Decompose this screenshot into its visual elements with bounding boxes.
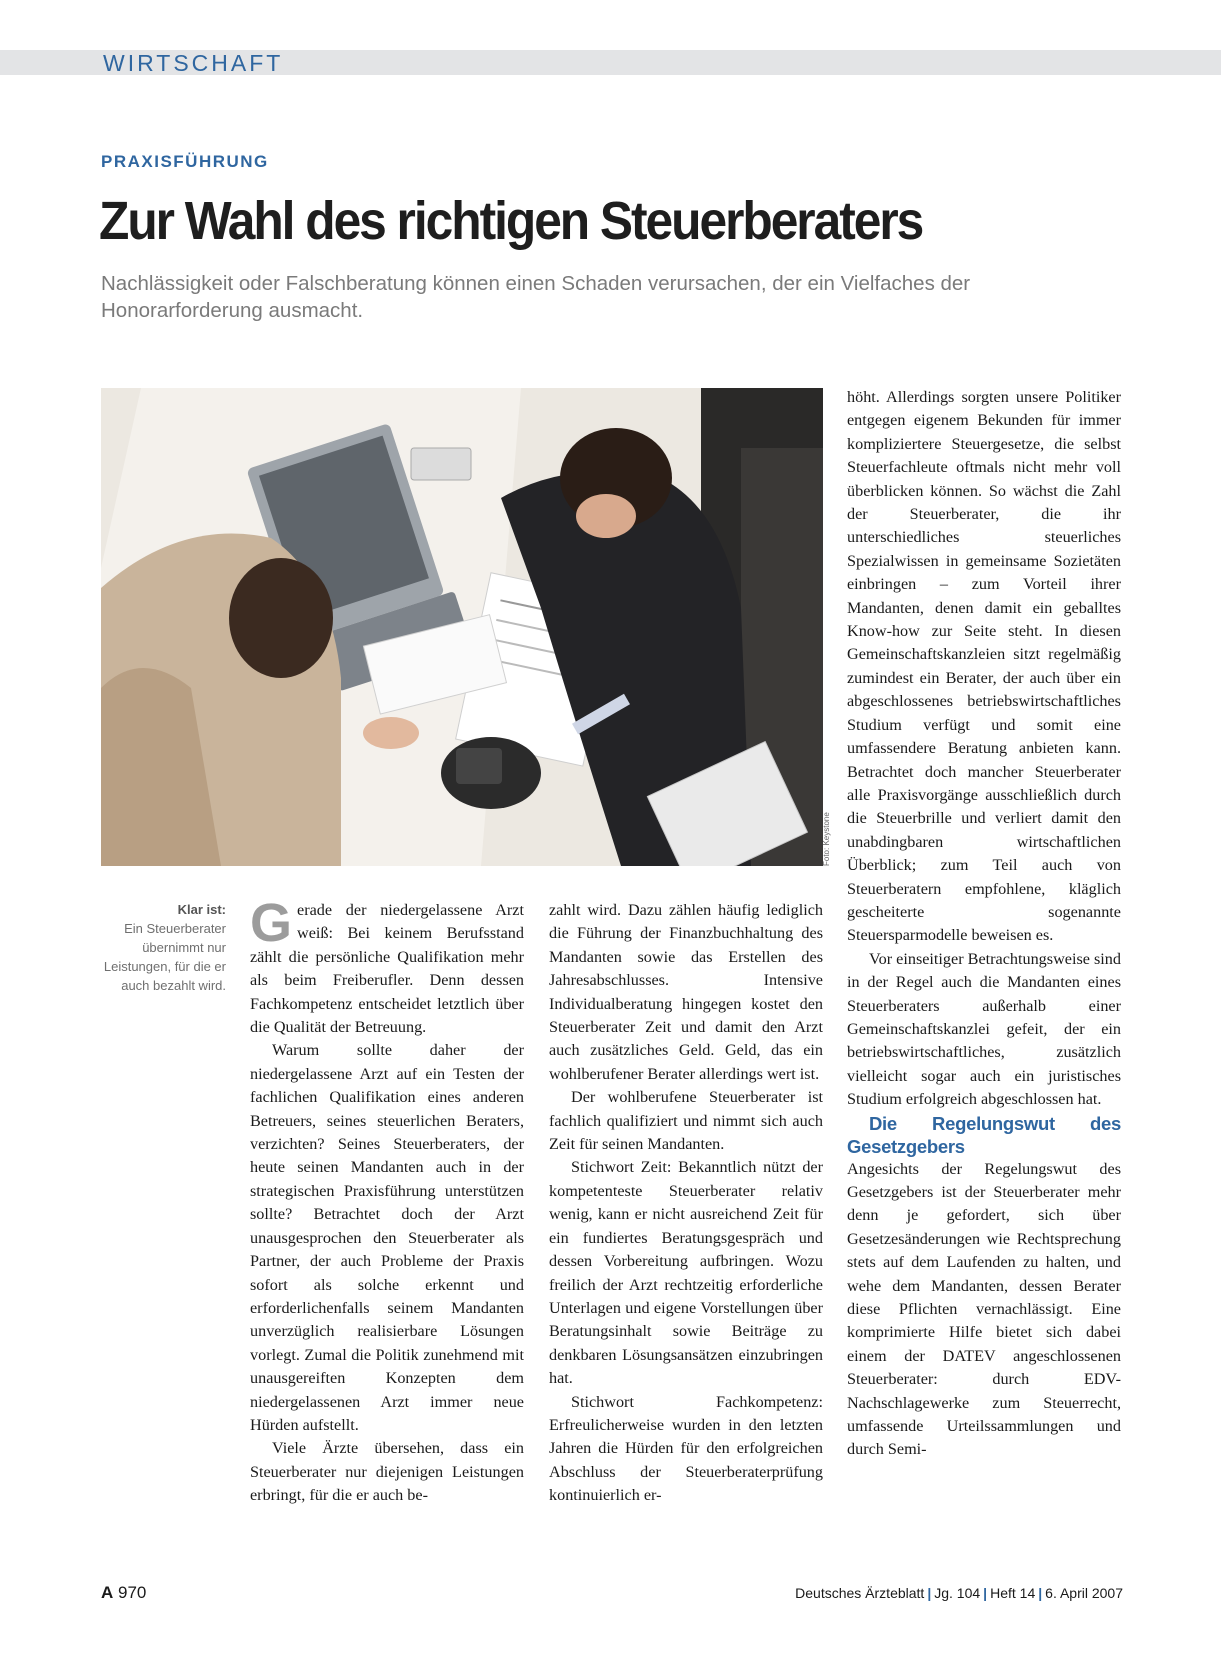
- separator: |: [927, 1585, 932, 1601]
- paragraph: höht. Allerdings sorgten unsere Politiker entgegen eigenem Bekunden für immer kompliziertere Steuergesetze, die selbst Steuerfachleute oftmals nicht mehr voll überblicken können. So wächst die Zahl der Steuerberater, die ihr unterschiedliches steuerliches Spezialwissen in gemeinsame Sozietäten einbringen – zum Vorteil ihrer Mandanten, denen damit ein geballtes Know-how zur Seite steht. In diesen Gemeinschaftskanzleien sitzt regelmäßig zumindest ein Berater, der auch über ein abgeschlossenes betriebswirtschaftliches Studium verfügt und somit eine umfassendere Beratung anbieten kann. Betrachtet doch mancher Steuerberater alle Praxisvorgänge ausschließlich durch die Steuerbrille und verliert damit den unabdingbaren wirtschaftlichen Überblick; zum Teil auch von Steuerberatern empfohlene, kläglich gescheiterte sogenannte Steuersparmodelle beweisen es.: [847, 388, 1121, 945]
- journal-issue: Heft 14: [990, 1585, 1036, 1601]
- journal-name: Deutsches Ärzteblatt: [795, 1585, 925, 1601]
- separator: |: [983, 1585, 988, 1601]
- sidebar-text: Ein Steuerberater übernimmt nur Leistungen, für die er auch bezahlt wird.: [103, 921, 226, 993]
- paragraph: [250, 893, 524, 1039]
- subhead: Nachlässigkeit oder Falschberatung können einen Schaden verursachen, der ein Vielfaches der Honorarforderung ausmacht.: [101, 272, 971, 322]
- paragraph: Angesichts der Regelungswut des Gesetzgebers ist der Steuerberater mehr denn je gefordert, sich über Gesetzesänderungen wie Rechtsprechung stets auf dem Laufenden zu halten, und wehe dem Mandanten, dessen Berater diese Pflichten vernachlässigt. Eine komprimierte Hilfe bietet sich dabei einem der DATEV angeschlossenen Steuerberater: durch EDV-Nachschlagewerke zum Steuerrecht, umfassende Urteilssammlungen und durch Semi-: [847, 1159, 1121, 1459]
- paragraph-text: erade der niedergelassene Arzt weiß: Bei keinem Berufsstand zählt die persönliche Qualifikation mehr als beim Freiberufler. Denn dessen Fachkompetenz entscheidet letztlich über die Qualität der Betreuung.: [250, 901, 524, 1037]
- article-column-1: [250, 893, 524, 1508]
- journal-volume: Jg. 104: [934, 1585, 981, 1601]
- paragraph: zahlt wird. Dazu zählen häufig lediglich die Führung der Finanzbuchhaltung des Mandanten sowie das Erstellen des Jahresabschlusses. Intensive Individualberatung hingegen kostet den Steuerberater Zeit und damit den Arzt auch zusätzliches Geld. Geld, das ein wohlberufener Berater allerdings wert ist.: [549, 901, 823, 1083]
- sidebar-title: Klar ist:: [177, 902, 226, 917]
- office-meeting-photo: [101, 388, 823, 866]
- paragraph: Stichwort Fachkompetenz: Erfreulicherweise wurden in den letzten Jahren die Hürden für den erfolgreichen Abschluss der Steuerberaterprüfung kontinuierlich er-: [549, 1392, 823, 1505]
- article-photo: [101, 388, 823, 866]
- article-column-3: [847, 386, 1121, 1462]
- paragraph: Der wohlberufene Steuerberater ist fachlich qualifiziert und nimmt sich auch Zeit für seinen Mandanten.: [549, 1088, 823, 1154]
- page-number: [101, 1583, 146, 1603]
- page-number-value: 970: [118, 1583, 147, 1602]
- page-prefix: A: [101, 1583, 114, 1602]
- headline: Zur Wahl des richtigen Steuerberaters: [99, 191, 923, 251]
- journal-citation: [795, 1585, 1123, 1601]
- calculator-icon: [411, 448, 471, 480]
- article-column-2: [549, 899, 823, 1508]
- paragraph: Vor einseitiger Betrachtungsweise sind in der Regel auch die Mandanten eines Steuerberaters außerhalb einer Gemeinschaftskanzlei gefeit, der ein betriebswirtschaftliches, zusätzlich vielleicht sogar auch ein juristisches Studium erfolgreich abgeschlossen hat.: [847, 949, 1121, 1109]
- photo-credit: Foto: Keystone: [822, 812, 831, 866]
- journal-date: 6. April 2007: [1045, 1585, 1123, 1601]
- kicker: PRAXISFÜHRUNG: [101, 152, 269, 171]
- sidebar-note: [100, 900, 226, 995]
- separator: |: [1038, 1585, 1043, 1601]
- section-subheading: Die Regelungswut des Gesetzgebers: [847, 1112, 1121, 1157]
- paragraph: Viele Ärzte übersehen, dass ein Steuerberater nur diejenigen Leistungen erbringt, für die er auch be-: [250, 1439, 524, 1505]
- section-label: WIRTSCHAFT: [103, 50, 284, 76]
- paragraph: Warum sollte daher der niedergelassene Arzt auf ein Testen der fachlichen Qualifikation eines anderen Betreuers, seines steuerlichen Beraters, verzichten? Seines Steuerberaters, der heute seinen Mandanten auch in der strategischen Praxisführung unterstützen sollte? Betrachtet doch der Arzt unausgesprochen den Steuerberater als Partner, der auch Probleme der Praxis sofort als solche erkennt und erforderlichenfalls seinem Mandanten unverzüglich realisierbare Lösungen vorlegt. Zumal die Politik zunehmend mit unausgereiften Konzepten dem niedergelassenen Arzt immer neue Hürden aufstellt.: [250, 1041, 524, 1434]
- paragraph: Stichwort Zeit: Bekanntlich nützt der kompetenteste Steuerberater relativ wenig, kann er nicht ausreichend Zeit für ein fundiertes Beratungsgespräch und dessen Vorbereitung aufbringen. Wozu freilich der Arzt rechtzeitig erforderliche Unterlagen und eigene Vorstellungen über Beratungsinhalt sowie Beiträge zu denkbaren Lösungsansätzen einzubringen hat.: [549, 1158, 823, 1388]
- dropcap: G: [250, 893, 293, 953]
